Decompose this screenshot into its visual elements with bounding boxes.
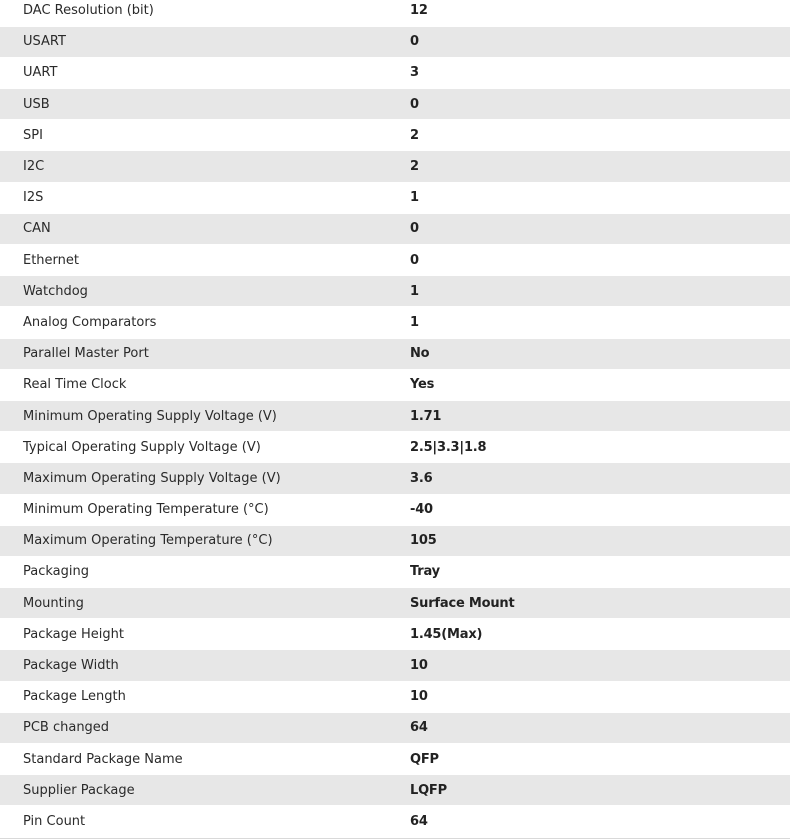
table-row <box>0 0 790 26</box>
spec-value: LQFP <box>410 775 790 806</box>
table-row <box>0 245 790 276</box>
spec-name: DAC Resolution (bit) <box>0 0 410 26</box>
table-row <box>0 681 790 712</box>
spec-value: -40 <box>410 494 790 525</box>
spec-value: 12 <box>410 0 790 26</box>
spec-value: 64 <box>410 712 790 743</box>
spec-value: 2.5|3.3|1.8 <box>410 432 790 463</box>
table-row <box>0 26 790 57</box>
spec-name: Minimum Operating Supply Voltage (V) <box>0 400 410 431</box>
spec-name: USART <box>0 26 410 57</box>
spec-name: Watchdog <box>0 276 410 307</box>
spec-value: 2 <box>410 120 790 151</box>
spec-name: Package Width <box>0 650 410 681</box>
spec-name: PCB changed <box>0 712 410 743</box>
spec-name: Minimum Operating Temperature (°C) <box>0 494 410 525</box>
spec-value: Yes <box>410 369 790 400</box>
spec-value: 0 <box>410 245 790 276</box>
spec-name: Standard Package Name <box>0 744 410 775</box>
spec-name: Analog Comparators <box>0 307 410 338</box>
table-row <box>0 650 790 681</box>
spec-value: 0 <box>410 26 790 57</box>
table-row <box>0 400 790 431</box>
spec-value: 3 <box>410 57 790 88</box>
spec-name: Maximum Operating Temperature (°C) <box>0 525 410 556</box>
spec-name: Package Length <box>0 681 410 712</box>
table-row <box>0 182 790 213</box>
table-row <box>0 588 790 619</box>
spec-value: 1 <box>410 307 790 338</box>
table-row <box>0 806 790 837</box>
table-row <box>0 276 790 307</box>
table-row <box>0 775 790 806</box>
table-row <box>0 463 790 494</box>
spec-name: Real Time Clock <box>0 369 410 400</box>
spec-name: Ethernet <box>0 245 410 276</box>
spec-value: 1.71 <box>410 400 790 431</box>
spec-name: Maximum Operating Supply Voltage (V) <box>0 463 410 494</box>
table-row <box>0 369 790 400</box>
table-row <box>0 338 790 369</box>
spec-value: 0 <box>410 89 790 120</box>
spec-value: 0 <box>410 213 790 244</box>
table-row <box>0 712 790 743</box>
spec-name: Parallel Master Port <box>0 338 410 369</box>
table-row <box>0 307 790 338</box>
table-row <box>0 213 790 244</box>
spec-value: 10 <box>410 681 790 712</box>
spec-name: UART <box>0 57 410 88</box>
spec-name: I2C <box>0 151 410 182</box>
spec-value: 1 <box>410 276 790 307</box>
spec-name: Supplier Package <box>0 775 410 806</box>
spec-value: 3.6 <box>410 463 790 494</box>
table-row <box>0 744 790 775</box>
table-bottom-divider <box>0 838 790 839</box>
spec-name: SPI <box>0 120 410 151</box>
spec-name: Pin Count <box>0 806 410 837</box>
spec-value: 10 <box>410 650 790 681</box>
table-row <box>0 89 790 120</box>
spec-name: Package Height <box>0 619 410 650</box>
table-row <box>0 432 790 463</box>
spec-value: 105 <box>410 525 790 556</box>
spec-value: Tray <box>410 556 790 587</box>
table-row <box>0 120 790 151</box>
table-row <box>0 619 790 650</box>
table-row <box>0 57 790 88</box>
spec-name: CAN <box>0 213 410 244</box>
table-row <box>0 556 790 587</box>
spec-name: I2S <box>0 182 410 213</box>
table-row <box>0 494 790 525</box>
spec-value: Surface Mount <box>410 588 790 619</box>
spec-name: Mounting <box>0 588 410 619</box>
spec-value: 2 <box>410 151 790 182</box>
spec-name: Typical Operating Supply Voltage (V) <box>0 432 410 463</box>
spec-value: No <box>410 338 790 369</box>
spec-name: Packaging <box>0 556 410 587</box>
spec-value: 1.45(Max) <box>410 619 790 650</box>
spec-name: USB <box>0 89 410 120</box>
table-row <box>0 525 790 556</box>
spec-value: 64 <box>410 806 790 837</box>
table-row <box>0 151 790 182</box>
spec-value: 1 <box>410 182 790 213</box>
spec-value: QFP <box>410 744 790 775</box>
